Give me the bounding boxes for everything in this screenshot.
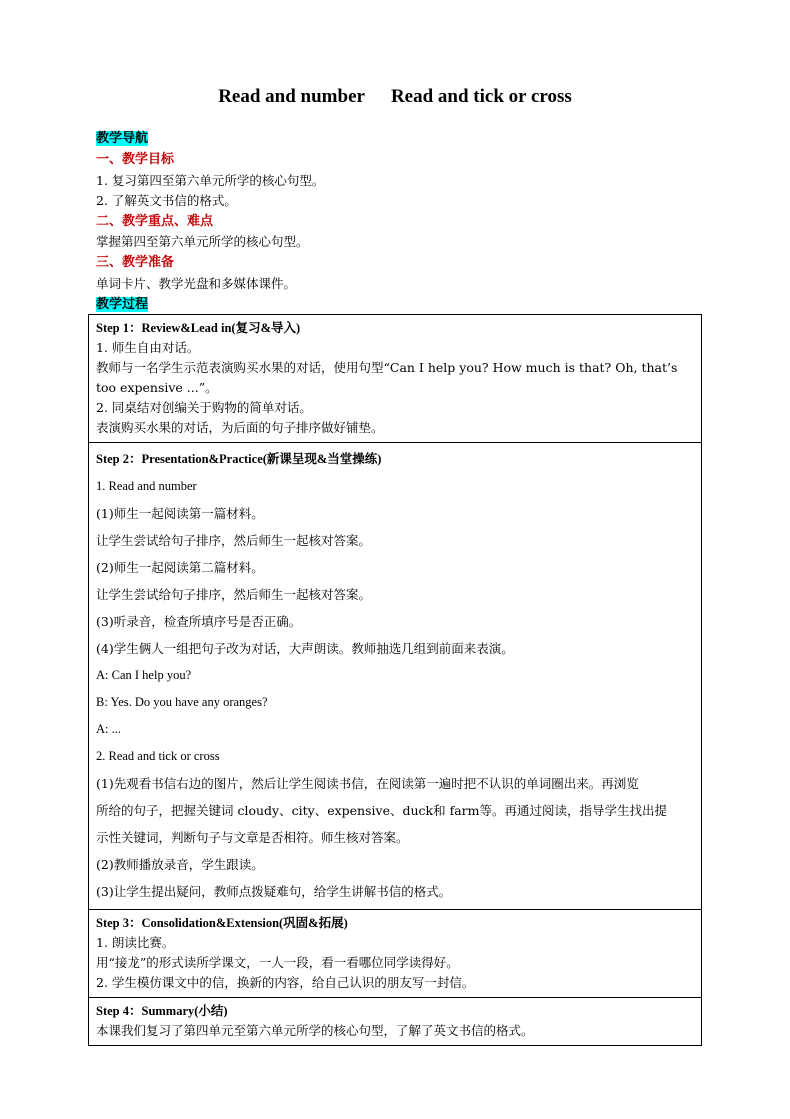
- step-3-line: 用“接龙”的形式读所学课文，一人一段，看一看哪位同学读得好。: [96, 955, 459, 970]
- step-2-line: 示性关键词，判断句子与文章是否相符。师生核对答案。: [96, 830, 409, 845]
- step-2-line: 让学生尝试给句子排序，然后师生一起核对答案。: [96, 533, 372, 548]
- prep-text: 单词卡片、教学光盘和多媒体课件。: [96, 276, 297, 291]
- step-1-cell: [89, 315, 702, 443]
- step-1-line: 表演购买水果的对话，为后面的句子排序做好铺垫。: [96, 420, 384, 435]
- step-row: [89, 315, 702, 443]
- step-1-line: too expensive ...”。: [96, 380, 218, 395]
- step-row: [89, 910, 702, 998]
- step-2-line: (2)师生一起阅读第二篇材料。: [96, 560, 264, 575]
- step-2-line: 2. Read and tick or cross: [96, 749, 220, 763]
- guide-heading: 教学导航: [96, 131, 149, 146]
- step-2-line: 让学生尝试给句子排序，然后师生一起核对答案。: [96, 587, 372, 602]
- step-2-line: (3)让学生提出疑问，教师点拨疑难句，给学生讲解书信的格式。: [96, 884, 452, 899]
- step-2-line: A: Can I help you?: [96, 668, 192, 682]
- step-2-line: A: ...: [96, 722, 121, 736]
- step-4-cell: [89, 998, 702, 1046]
- title-part-1: Read and number: [218, 86, 365, 107]
- step-2-line: 所给的句子，把握关键词 cloudy、city、expensive、duck和 farm等。再通过阅读，指导学生找出提: [96, 803, 667, 818]
- key-heading: 二、教学重点、难点: [96, 214, 214, 229]
- step-row: [89, 443, 702, 910]
- step-2-heading: Step 2：Presentation&Practice(新课呈现&当堂操练): [96, 452, 382, 466]
- step-1-line: 1. 师生自由对话。: [96, 340, 200, 355]
- step-2-line: B: Yes. Do you have any oranges?: [96, 695, 268, 709]
- goal-line-2: 2. 了解英文书信的格式。: [96, 193, 237, 208]
- step-row: [89, 998, 702, 1046]
- prep-heading: 三、教学准备: [96, 255, 175, 270]
- step-3-line: 2. 学生模仿课文中的信，换新的内容，给自己认识的朋友写一封信。: [96, 975, 475, 990]
- goal-line-1: 1. 复习第四至第六单元所学的核心句型。: [96, 173, 325, 188]
- step-1-heading: Step 1：Review&Lead in(复习&导入): [96, 321, 301, 335]
- step-2-cell: [89, 443, 702, 910]
- step-2-line: (1)先观看书信右边的图片，然后让学生阅读书信，在阅读第一遍时把不认识的单词圈出来。再浏览: [96, 776, 639, 791]
- step-2-line: (1)师生一起阅读第一篇材料。: [96, 506, 264, 521]
- step-2-line: (2)教师播放录音，学生跟读。: [96, 857, 264, 872]
- step-1-line: 教师与一名学生示范表演购买水果的对话，使用句型“Can I help you? How much is that? Oh, that’s: [96, 360, 678, 375]
- step-3-heading: Step 3：Consolidation&Extension(巩固&拓展): [96, 916, 348, 930]
- key-text: 掌握第四至第六单元所学的核心句型。: [96, 234, 309, 249]
- step-2-line: (3)听录音，检查所填序号是否正确。: [96, 614, 302, 629]
- step-4-heading: Step 4：Summary(小结): [96, 1004, 228, 1018]
- page-title: [0, 86, 790, 108]
- process-table: [88, 314, 702, 1046]
- step-3-cell: [89, 910, 702, 998]
- process-heading: 教学过程: [96, 297, 149, 312]
- step-1-line: 2. 同桌结对创编关于购物的简单对话。: [96, 400, 312, 415]
- goal-heading: 一、教学目标: [96, 152, 175, 167]
- step-3-line: 1. 朗读比赛。: [96, 935, 175, 950]
- step-4-line: 本课我们复习了第四单元至第六单元所学的核心句型，了解了英文书信的格式。: [96, 1023, 534, 1038]
- title-part-2: Read and tick or cross: [390, 86, 572, 107]
- step-2-line: (4)学生俩人一组把句子改为对话，大声朗读。教师抽选几组到前面来表演。: [96, 641, 514, 656]
- step-2-line: 1. Read and number: [96, 479, 197, 493]
